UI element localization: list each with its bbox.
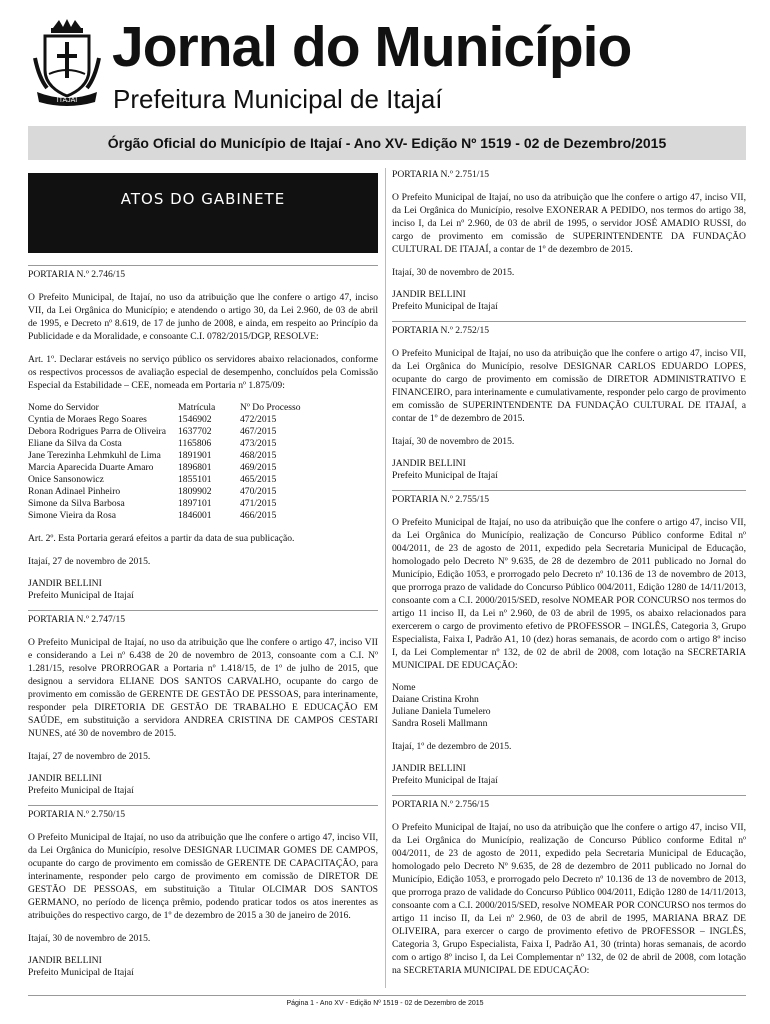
table-cell: 467/2015 — [240, 426, 277, 437]
signature — [392, 763, 746, 787]
signature-name: JANDIR BELLINI — [392, 763, 466, 774]
portaria-body: O Prefeito Municipal de Itajaí, no uso da atribuição que lhe confere o artigo 47, inciso VII, da Lei Orgânica do Município, realização de Concurso Público conforme Edital nº 004/2011, de 23 de agosto de 2011, expedido pela Secretaria Municipal de Educação, homologado pelo Decreto Nº 9.635, de 28 de dezembro de 2011 publicado no Jornal do Município, Edição 1053, e prorrogado pelo Decreto nº 10.136 de 13 de novembro de 2013, que prorroga prazo de validade do Concurso Público 004/2011, Edição 1280 de 14/11/2013, consoante com a C.I. 2000/2015/SED, resolve NOMEAR POR CONCURSO nos termos do artigo 11 inciso II, da Lei nº 2.960, de 03 de abril de 1995, os abaixo relacionados para exercerem o cargo de provimento efetivo de PROFESSOR – INGLÊS, Categoria 3, Grupo Especialista, Faixa I, Padrão A1, 10 (dez) horas semanais, de acordo com o artigo 8º inciso I, da Lei Complementar nº 132, de 02 de abril de 2008, com lotação na SECRETARIA MUNICIPAL DE EDUCAÇÃO: — [392, 517, 746, 671]
table-cell: 1165806 — [178, 438, 212, 449]
portaria-2750 — [28, 805, 378, 979]
table-cell: 471/2015 — [240, 498, 277, 509]
city-crest-icon — [33, 18, 101, 110]
portaria-2751 — [392, 168, 746, 313]
divider — [392, 321, 746, 322]
signature-name: JANDIR BELLINI — [28, 955, 102, 966]
portaria-body: O Prefeito Municipal, de Itajaí, no uso da atribuição que lhe confere o artigo 47, inciso VII, da Lei Orgânica do Município; e atendendo o artigo 30, da Lei 2.960, de 03 de abril de 1995, e Decreto nº 8.619, de 17 de junho de 2008, e ainda, em respeito ao Princípio da Publicidade e da Moralidade, e consoante C.I. 0782/2015/DGP, RESOLVE: — [28, 292, 378, 342]
signature — [28, 773, 378, 797]
signature — [28, 955, 378, 979]
portaria-title: PORTARIA N.º 2.756/15 — [392, 799, 490, 810]
table-header: Nº Do Processo — [240, 402, 301, 413]
table-cell: 466/2015 — [240, 510, 277, 521]
portaria-body: O Prefeito Municipal de Itajaí, no uso da atribuição que lhe confere o artigo 47, inciso VII, da Lei Orgânica do Município, resolve EXONERAR A PEDIDO, nos termos do artigo 38, inciso I, da Lei nº 2.960, de 03 de abril de 1995, o servidor JOSÉ AMADIO RUSSI, do cargo de provimento em comissão de SUPERINTENDENTE DA FUNDAÇÃO CULTURAL DE ITAJAÍ, a contar de 1º de dezembro de 2015. — [392, 192, 746, 255]
table-cell: 468/2015 — [240, 450, 277, 461]
portaria-date: Itajaí, 1º de dezembro de 2015. — [392, 741, 512, 752]
portaria-2747 — [28, 610, 378, 797]
list-header: Nome — [392, 682, 416, 693]
table-cell: 465/2015 — [240, 474, 277, 485]
table-row — [28, 498, 301, 510]
list-item: Daiane Cristina Krohn — [392, 694, 479, 705]
page-footer: Página 1 - Ano XV - Edição Nº 1519 - 02 de Dezembro de 2015 — [286, 1000, 484, 1007]
table-cell: Eliane da Silva da Costa — [28, 438, 122, 449]
table-cell: 469/2015 — [240, 462, 277, 473]
svg-text:ITAJAÍ: ITAJAÍ — [56, 97, 78, 104]
portaria-body: O Prefeito Municipal de Itajaí, no uso da atribuição que lhe confere o artigo 47, inciso VII e considerando a Lei nº 6.438 de 20 de novembro de 2013, consoante com a C.I. Nº 1.281/15, resolve PRORROGAR a Portaria nº 1.418/15, de 1º de julho de 2015, que designou a servidora ELIANE DOS SANTOS CARVALHO, ocupante do cargo de provimento em comissão de GERENTE DE GESTÃO DE PESSOAS, para interinamente, responder pela DIRETORIA DE GESTÃO DE TRABALHO E EDUCAÇÃO EM SAÚDE, em substituição a servidora ANDREA CRISTINA DE CAMPOS CESTARI NUNES, até 30 de novembro de 2015. — [28, 637, 378, 739]
table-cell: 1897101 — [178, 498, 212, 509]
divider — [28, 610, 378, 611]
portaria-title: PORTARIA N.º 2.747/15 — [28, 614, 126, 625]
table-cell: Marcia Aparecida Duarte Amaro — [28, 462, 154, 473]
signature-name: JANDIR BELLINI — [392, 289, 466, 300]
table-cell: 1896801 — [178, 462, 212, 473]
signature-role: Prefeito Municipal de Itajaí — [392, 470, 498, 481]
portaria-2756 — [392, 795, 746, 977]
portaria-body: O Prefeito Municipal de Itajaí, no uso da atribuição que lhe confere o artigo 47, inciso VII, da Lei Orgânica do Município, resolve DESIGNAR LUCIMAR GOMES DE CAMPOS, ocupante do cargo de provimento em comissão de GERENTE DE CAPACITAÇÃO, para interinamente, responder pelo cargo de provimento em comissão de DIRETOR DE GESTÃO DE PESSOAS, em substituição a Titular OLCIMAR DOS SANTOS GERMANO, no período de licença prêmio, podendo praticar todos os atos inerentes as atribuições do respectivo cargo, de 1º de dezembro de 2015 a 30 de janeiro de 2016. — [28, 832, 378, 921]
divider — [392, 490, 746, 491]
table-cell: 1637702 — [178, 426, 212, 437]
table-row — [28, 414, 301, 426]
table-row — [28, 486, 301, 498]
signature-role: Prefeito Municipal de Itajaí — [28, 785, 134, 796]
footer-divider — [28, 995, 746, 996]
edition-banner: Órgão Oficial do Município de Itajaí - Ano XV- Edição Nº 1519 - 02 de Dezembro/2015 — [28, 126, 746, 160]
signature — [28, 578, 378, 602]
newspaper-subtitle: Prefeitura Municipal de Itajaí — [113, 84, 443, 114]
table-cell: 1546902 — [178, 414, 212, 425]
signature-role: Prefeito Municipal de Itajaí — [28, 590, 134, 601]
table-cell: 1809902 — [178, 486, 212, 497]
table-cell: Simone da Silva Barbosa — [28, 498, 125, 509]
table-row — [28, 474, 301, 486]
signature-role: Prefeito Municipal de Itajaí — [392, 301, 498, 312]
table-cell: Debora Rodrigues Parra de Oliveira — [28, 426, 166, 437]
masthead — [0, 0, 770, 125]
divider — [28, 265, 378, 266]
portaria-title: PORTARIA N.º 2.746/15 — [28, 269, 126, 280]
table-header-row — [28, 402, 301, 414]
table-cell: 473/2015 — [240, 438, 277, 449]
portaria-date: Itajaí, 27 de novembro de 2015. — [28, 751, 151, 762]
column-divider — [385, 168, 386, 988]
portaria-2752 — [392, 321, 746, 482]
table-cell: Onice Sansonowicz — [28, 474, 104, 485]
servidores-table — [28, 402, 301, 522]
portaria-date: Itajaí, 30 de novembro de 2015. — [392, 267, 515, 278]
table-row — [28, 462, 301, 474]
portaria-date: Itajaí, 27 de novembro de 2015. — [28, 556, 151, 567]
table-header: Nome do Servidor — [28, 402, 99, 413]
table-cell: Ronan Adinael Pinheiro — [28, 486, 121, 497]
table-cell: Jane Terezinha Lehmkuhl de Lima — [28, 450, 161, 461]
signature — [392, 458, 746, 482]
table-cell: 472/2015 — [240, 414, 277, 425]
divider — [28, 805, 378, 806]
portaria-date: Itajaí, 30 de novembro de 2015. — [392, 436, 515, 447]
portaria-title: PORTARIA N.º 2.755/15 — [392, 494, 490, 505]
table-row — [28, 438, 301, 450]
table-cell: Cyntia de Moraes Rego Soares — [28, 414, 147, 425]
table-header: Matrícula — [178, 402, 216, 413]
table-cell: 470/2015 — [240, 486, 277, 497]
left-column — [28, 168, 378, 985]
section-heading: ATOS DO GABINETE — [28, 173, 378, 253]
portaria-title: PORTARIA N.º 2.750/15 — [28, 809, 126, 820]
signature-name: JANDIR BELLINI — [28, 773, 102, 784]
table-row — [28, 450, 301, 462]
right-column — [392, 168, 746, 987]
table-row — [28, 426, 301, 438]
table-row — [28, 510, 301, 522]
list-item: Sandra Roseli Mallmann — [392, 718, 488, 729]
signature-name: JANDIR BELLINI — [392, 458, 466, 469]
portaria-date: Itajaí, 30 de novembro de 2015. — [28, 933, 151, 944]
table-cell: 1855101 — [178, 474, 212, 485]
nomeados-list — [392, 682, 746, 730]
signature-role: Prefeito Municipal de Itajaí — [392, 775, 498, 786]
portaria-body: O Prefeito Municipal de Itajaí, no uso da atribuição que lhe confere o artigo 47, inciso VII, da Lei Orgânica do Município, resolve DESIGNAR CARLOS EDUARDO LOPES, ocupante do cargo de provimento em comissão de DIRETOR ADMINISTRATIVO E FINANCEIRO, para interinamente e cumulativamente, responder pelo cargo de provimento em comissão de SUPERINTENDENTE DA FUNDAÇÃO CULTURAL DE ITAJAÍ, a contar de 1º de dezembro de 2015. — [392, 348, 746, 424]
newspaper-title: Jornal do Município — [112, 15, 632, 79]
portaria-body: O Prefeito Municipal de Itajaí, no uso da atribuição que lhe confere o artigo 47, inciso VII, da Lei Orgânica do Município, realização de Concurso Público conforme Edital nº 004/2011, de 23 de agosto de 2011, expedido pela Secretaria Municipal de Educação, homologado pelo Decreto Nº 9.635, de 28 de dezembro de 2011 publicado no Jornal do Município, Edição 1053, e prorrogado pelo Decreto nº 10.136 de 13 de novembro de 2013, que prorroga prazo de validade do Concurso Público 004/2011, Edição 1280 de 14/11/2013, consoante com a C.I. 2000/2015/SED, resolve NOMEAR POR CONCURSO nos termos do artigo 11 inciso II, da Lei nº 2.960, de 03 de abril de 1995, MARIANA BRAZ DE OLIVEIRA, para exercer o cargo de provimento efetivo de PROFESSOR – INGLÊS, Categoria 3, Grupo Especialista, Faixa I, Padrão A1, 30 (trinta) horas semanais, de acordo com o artigo 8º inciso I, da Lei Complementar nº 132, de 02 de abril de 2008, com lotação na SECRETARIA MUNICIPAL DE EDUCAÇÃO: — [392, 822, 746, 976]
portaria-title: PORTARIA N.º 2.752/15 — [392, 325, 490, 336]
table-cell: 1846001 — [178, 510, 212, 521]
portaria-title: PORTARIA N.º 2.751/15 — [392, 169, 490, 180]
list-item: Juliane Daniela Tumelero — [392, 706, 491, 717]
divider — [392, 795, 746, 796]
table-cell: Simone Vieira da Rosa — [28, 510, 116, 521]
signature-name: JANDIR BELLINI — [28, 578, 102, 589]
portaria-2755 — [392, 490, 746, 787]
signature — [392, 289, 746, 313]
portaria-article: Art. 1º. Declarar estáveis no serviço público os servidores abaixo relacionados, conforme os respectivos processos de avaliação especial de desempenho, concluídos pela Comissão Especial da Estabilidade – CEE, nomeada em Portaria nº 1.875/09: — [28, 354, 378, 391]
portaria-article: Art. 2º. Esta Portaria gerará efeitos a partir da data de sua publicação. — [28, 533, 295, 544]
signature-role: Prefeito Municipal de Itajaí — [28, 967, 134, 978]
table-cell: 1891901 — [178, 450, 212, 461]
portaria-2746 — [28, 265, 378, 602]
